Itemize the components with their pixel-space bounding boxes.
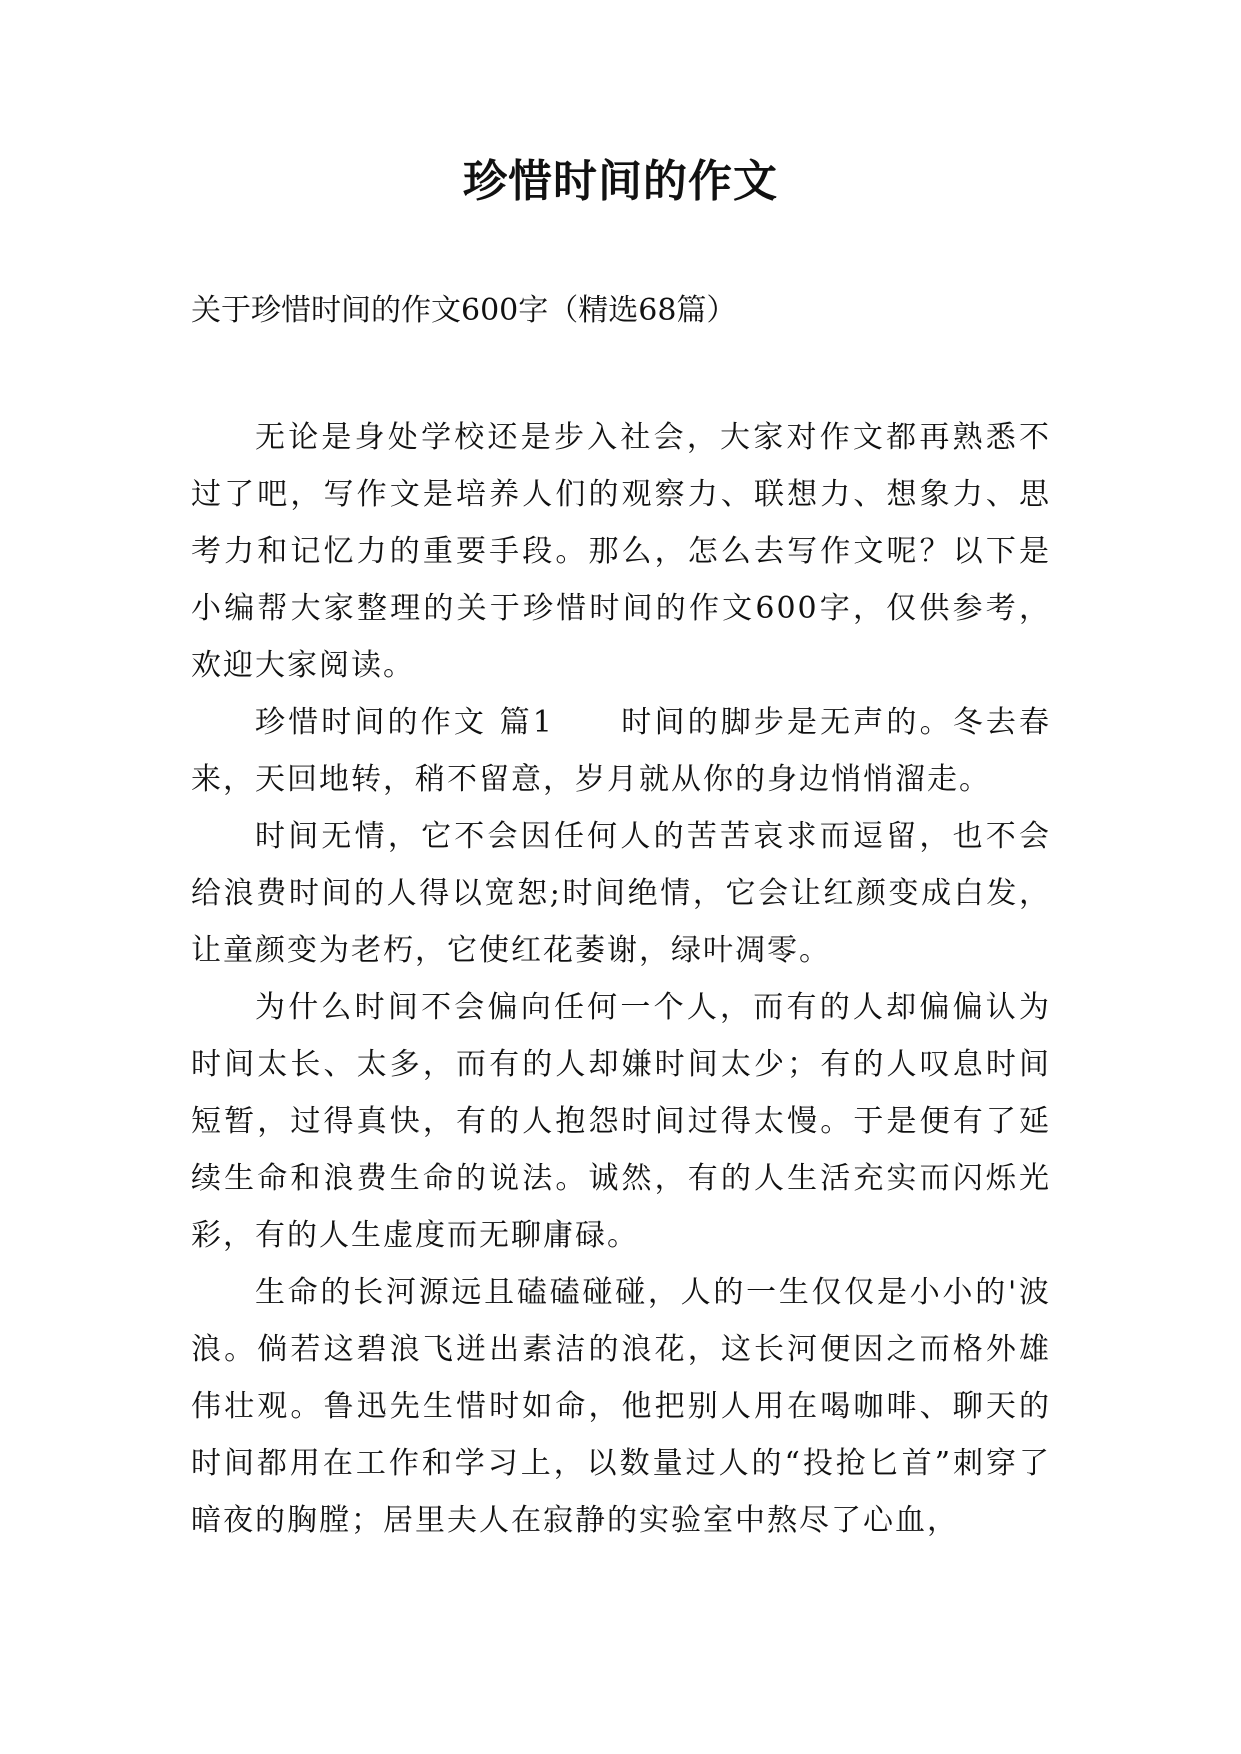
document-subtitle: 关于珍惜时间的作文600字（精选68篇） [191, 293, 737, 328]
paragraph-1: 珍惜时间的作文 篇1 时间的脚步是无声的。冬去春来，天回地转，稍不留意，岁月就从你的身边悄悄溜走。 [191, 705, 1051, 797]
paragraph-2: 时间无情，它不会因任何人的苦苦哀求而逗留，也不会给浪费时间的人得以宽恕;时间绝情，它会让红颜变成白发，让童颜变为老朽，它使红花萎谢，绿叶凋零。 [191, 819, 1051, 968]
paragraph-4: 生命的长河源远且磕磕碰碰，人的一生仅仅是小小的'波浪。倘若这碧浪飞迸出素洁的浪花，这长河便因之而格外雄伟壮观。鲁迅先生惜时如命，他把别人用在喝咖啡、聊天的时间都用在工作和学习上，以数量过人的“投抢匕首”刺穿了暗夜的胸膛；居里夫人在寂静的实验室中熬尽了心血， [191, 1275, 1051, 1538]
paragraph-intro: 无论是身处学校还是步入社会，大家对作文都再熟悉不过了吧，写作文是培养人们的观察力、联想力、想象力、思考力和记忆力的重要手段。那么，怎么去写作文呢？以下是小编帮大家整理的关于珍惜时间的作文600字，仅供参考，欢迎大家阅读。 [191, 420, 1051, 683]
document-body [191, 409, 1051, 1549]
paragraph-3: 为什么时间不会偏向任何一个人，而有的人却偏偏认为时间太长、太多，而有的人却嫌时间太少；有的人叹息时间短暂，过得真快，有的人抱怨时间过得太慢。于是便有了延续生命和浪费生命的说法。诚然，有的人生活充实而闪烁光彩，有的人生虚度而无聊庸碌。 [191, 990, 1051, 1253]
document-title: 珍惜时间的作文 [463, 156, 778, 207]
